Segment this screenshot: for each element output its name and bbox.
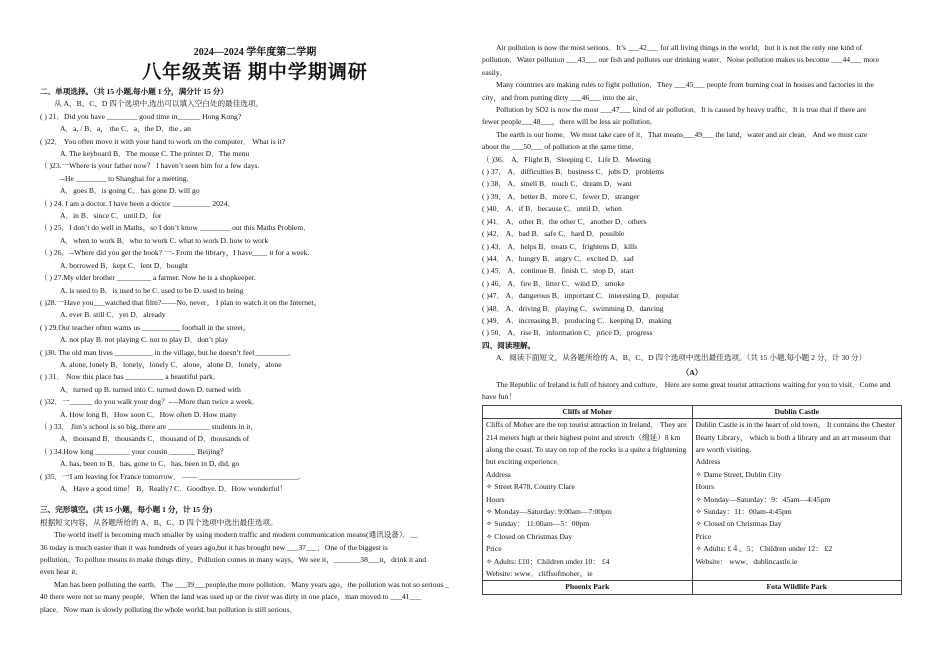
passage-line: 40 there were not so many people．When the land was used up or the river was dirty in one place，man moved to ___41___	[40, 592, 421, 602]
question-line: ( )28.一Have you___watched that film?——No, never。 I plan to watch it on the Internet。	[40, 297, 322, 307]
passage-line: about the ___50___ of pollution at the same time．	[482, 142, 639, 152]
year-heading: 2024—2024 学年度第二学期	[193, 47, 317, 58]
cloze-passage	[40, 529, 470, 616]
attraction-detail: ✧ Adults: £10；Children under 10： £4	[486, 556, 610, 566]
question-line: ( )22． You often move it with your hand to work on the computer． What is it?	[40, 136, 286, 146]
passage-line: Man has been polluting the earth．The ___39___people,the more pollution．Many years ago，the pollution was not so serious _	[54, 579, 450, 589]
attraction-detail: ✧ Closed on Christmas Day	[695, 519, 782, 529]
passage-line: 36 today is much easier than it was hundreds of years ago,but it has brought new ___37___．One of the biggest is	[40, 542, 388, 552]
cloze-options	[482, 154, 902, 340]
page-title: 八年级英语 期中学期调研	[142, 62, 368, 83]
table-header-fota: Fota Wildlife Park	[692, 581, 902, 594]
attraction-detail: ✧ Sunday： 11:00am—5：00pm	[486, 519, 590, 529]
passage-line: even hear it．	[40, 567, 84, 577]
attraction-detail: Dublin Castle is in the heart of old town。 It contains the Chester Beatty Library， which is both a library and an art museum that are worth visiting.	[695, 420, 896, 454]
passage-line: Pollution by SO2 is now the most ___47___ kind of air pollution．It is caused by heavy traffic．It is true that if there are	[496, 105, 867, 115]
option-line: ( ) 43． A．helps B．treats C．frightens D．kills	[482, 241, 638, 251]
question-line: A．thousand B．thousands C．thousand of D．thousands of	[60, 434, 250, 444]
question-line: A．goes B．is going C．has gone D. will go	[60, 186, 200, 196]
table-header-cliffs: Cliffs of Moher	[483, 405, 693, 418]
attraction-detail: ✧ Closed on Christmas Day	[486, 531, 573, 541]
left-column	[40, 0, 470, 616]
question-line: （ ) 24. I am a doctor. I have been a doctor __________ 2024．	[40, 198, 236, 208]
passage-line: easily．	[482, 67, 508, 77]
option-line: ( )41． A．other B．the other C．another D．others	[482, 216, 647, 226]
attraction-detail: ✧ Dame Street, Dublin City	[695, 469, 782, 479]
cliffs-details	[483, 419, 693, 581]
question-line: A．turned up B. turned into C. turned down D. turned with	[60, 384, 241, 394]
attraction-detail: ✧ Monday—Saturday：9：45am—4:45pm	[695, 494, 831, 504]
attraction-detail: Address	[695, 457, 721, 467]
attraction-detail: Website： www．dublincastle.ie	[695, 556, 798, 566]
attraction-detail: Cliffs of Moher are the top tourist attraction in Ireland． They are 214 meters high at their highest point and stretch（绵延）8 km along the coast. To stay on top of the rocks is a quite a frightening but exciting experience．	[486, 420, 687, 467]
option-line: ( ) 50． A．rise B．information C．price D．progress	[482, 328, 653, 338]
cloze-passage-continued	[482, 42, 902, 154]
passage-line: place．Now man is slowly polluting the whole world, but pollution is still serious．	[40, 604, 298, 614]
question-line: ( )30. The old man lives __________ in the village, but he doesn’t feel_________．	[40, 347, 296, 357]
question-line: A．Have a good time！ B．Really? C．Goodbye. D．How wonderful！	[60, 484, 287, 493]
option-line: ( )40． A．if B．because C．until D．when	[482, 204, 622, 214]
question-line: （ ) 27.My elder brother _________ a farmer. Now he is a shopkeeper.	[40, 273, 256, 283]
section4-instruction: A．阅读下面短文，从各题所给的 A、B、C、D 四个选项中选出最佳选项。（共 15 小题,每小题 2 分，计 30 分）	[496, 353, 867, 363]
passage-line: city，and from putting dirty ___46___ into the air．	[482, 92, 643, 102]
right-column	[482, 0, 902, 595]
option-line: ( )44． A．hungry B．angry C．excited D．sad	[482, 253, 634, 263]
attraction-detail: ✧ Monday—Saturday: 9:00am—7:00pm	[486, 507, 612, 517]
question-line: （ ) 25．I don’t do well in Maths，so I don’t know ________ out this Maths Problem．	[40, 223, 311, 233]
attraction-detail: ✧ Sunday：11：00am-4:45pm	[695, 507, 792, 517]
question-line: A．a, / B．a， the C．a，the D．the , an	[60, 124, 191, 134]
passage-line: Many countries are making rules to fight pollution．They ___45___ people from burning coal in houses and factories in the	[496, 80, 874, 90]
question-line: ( ) 21．Did you have ________ good time in______ Hong Kong?	[40, 111, 242, 121]
option-line: ( ) 46． A．fire B．litter C．wind D．smoke	[482, 278, 625, 288]
question-line: A．when to work B．who to work C. what to work D. how to work	[60, 235, 269, 245]
reading-intro: The Republic of Ireland is full of history and culture． Here are some great tourist attractions waiting for you to visit．Come and have fun！	[482, 379, 891, 402]
question-line: A. The keyboard B．The mouse C. The printer D．The menu	[60, 149, 250, 159]
question-line: A. not play B. not playing C. not to play D．don’t play	[60, 335, 229, 345]
section1-instruction: 从 A、B、C、D 四个选项中,选出可以填入空白处的最佳选项。	[54, 99, 264, 109]
option-line: ( )48． A．driving B．playing C．swimming D．dancing	[482, 303, 664, 313]
question-line: A. is used to B．is used to be C. used to be D. used to being	[60, 285, 244, 295]
section2-heading: 三、完形填空。(共 15 小题，每小题 1 分，计 15 分)	[40, 505, 213, 515]
option-line: ( )49． A．increasing B．producing C．keeping D．making	[482, 315, 672, 325]
option-line: ( )42． A．bad B．safe C．hard D．possible	[482, 229, 625, 239]
question-line: ( )35．一I am leaving for France tomorrow． —— __________________________.	[40, 471, 301, 481]
option-line: ( ) 45． A．continue B．finish C．stop D．start	[482, 266, 634, 276]
attractions-table	[482, 405, 902, 595]
section2-instruction: 根据短文内容，从各题所给的 A、B、C、D 四个选项中选出最佳选项。	[40, 517, 278, 527]
option-line: ( )47． A．dangerous B．important C．interesting D．popular	[482, 291, 679, 301]
question-line: （ ) 26．--Where did you get the book? 一- From the library，I have____ it for a week.	[40, 248, 310, 258]
option-line: ( ) 39． A．better B．more C．fewer D．stranger	[482, 191, 640, 201]
option-line: （ )36． A．Flight B．Sleeping C．Life D．Meeting	[482, 154, 651, 164]
passage-line: The earth is our home．We must take care of it．That means___49___ the land，water and air clean．And we must care	[496, 129, 868, 139]
question-line: A. ever B. still C．yet D．already	[60, 310, 166, 320]
option-line: ( ) 37． A．difficulties B．business C．jobs D．problems	[482, 167, 665, 177]
part-label: （A）	[681, 367, 703, 377]
question-line: A. borrowed B．kept C．lent D．bought	[60, 260, 189, 270]
question-line: （ ) 33． Jim’s school is so big, there are ___________ students in it．	[40, 421, 259, 431]
question-line: A. How long B．How soon C．How often D. How many	[60, 409, 237, 419]
question-line: ( ) 29.Our teacher often warns us __________ football in the street。	[40, 322, 251, 332]
attraction-detail: Hours	[695, 482, 715, 492]
question-line: ( )32．一______ do you walk your dog？-—More than twice a week．	[40, 397, 260, 407]
option-line: ( ) 38． A．smell B．touch C．dream D．want	[482, 179, 632, 189]
question-line: A. has, been to B．has, gone to C．has, been in D, did, go	[60, 459, 240, 469]
section1-heading: 二、单项选择。（共 15 小题,每小题 1 分，满分计 15 分）	[40, 87, 228, 96]
section1-questions	[40, 111, 470, 496]
passage-line: pollution。To pollute means to make things dirty。Pollution comes in many ways。We see it，_______38___it，drink it and	[40, 555, 427, 565]
question-line: （ ) 34.How long _________ your cousin _______ Beijing？	[40, 446, 228, 456]
question-line: A. alone, lonely B．lonely，lonely C．alone，alone D．lonely，alone	[60, 359, 282, 369]
attraction-detail: Price	[695, 531, 712, 541]
attraction-detail: Hours	[486, 494, 505, 504]
passage-line: The world itself is becoming much smaller by using modern traffic and modern communication means(通讯设备）．__	[54, 530, 418, 540]
question-line: （ )23.一Where is your father now？ I haven’t seen him for a few days.	[40, 161, 260, 171]
passage-line: fewer people___48___，there will be less air pollution．	[482, 117, 658, 127]
question-line: ( ) 31． Now this place has __________ a beautiful park．	[40, 372, 221, 382]
passage-line: pollution．Water pollution ___43___ our fish and pollutes our drinking water．Noise pollution makes us become ___44___ more	[482, 55, 879, 65]
table-header-castle: Dublin Castle	[692, 405, 902, 418]
question-line: --He ________ to Shanghai for a meeting.	[60, 173, 189, 183]
castle-details	[692, 419, 902, 581]
attraction-detail: ✧ Adults: £４。5； Children under 12： £2	[695, 544, 833, 554]
passage-line: Air pollution is now the most serious．It’s ___42___ for all living things in the world，but it is not the only one kind of	[496, 43, 863, 52]
attraction-detail: ✧ Street R478, County Clare	[486, 482, 575, 492]
section4-heading: 四、阅读理解。	[482, 340, 536, 350]
question-line: A．in B．since C．until D．for	[60, 211, 162, 221]
attraction-detail: Price	[486, 544, 502, 554]
attraction-detail: Website: www．cliffsofmoher。ie	[486, 569, 593, 579]
table-header-phoenix: Phoenix Park	[483, 581, 693, 594]
attraction-detail: Address	[486, 469, 511, 479]
